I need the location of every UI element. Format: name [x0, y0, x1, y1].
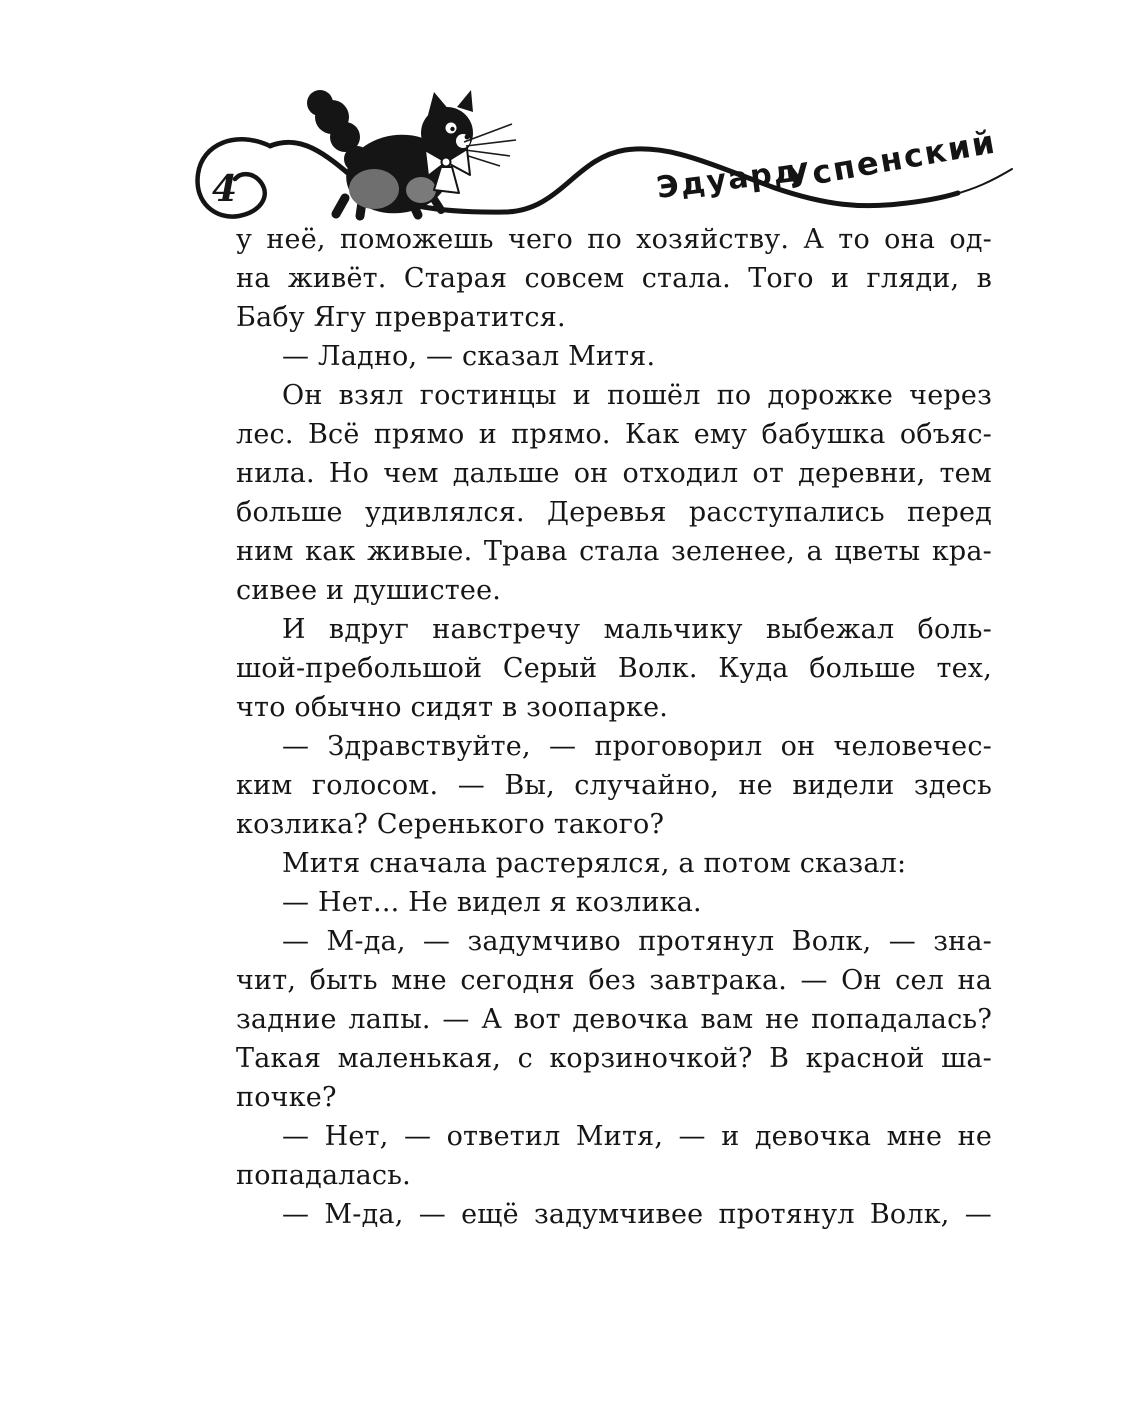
text-line: задние лапы. — А вот девочка вам не попадалась?: [236, 1004, 992, 1035]
paragraph: [236, 883, 992, 922]
paragraph: [236, 727, 992, 844]
paragraph: [236, 337, 992, 376]
text-line: ним как живые. Трава стала зеленее, а цветы кра-: [236, 536, 992, 567]
text-line: почке?: [236, 1082, 337, 1113]
text-line: Такая маленькая, с корзиночкой? В красной ша-: [236, 1043, 992, 1074]
text-line: попадалась.: [236, 1160, 411, 1191]
text-line: сивее и душистее.: [236, 575, 502, 606]
text-line: Бабу Ягу превратится.: [236, 302, 566, 333]
paragraph: [236, 1195, 992, 1234]
text-line: — М-да, — ещё задумчивее протянул Волк, —: [282, 1199, 992, 1230]
author-last-name: Успенский: [782, 122, 1000, 197]
text-body: [236, 220, 992, 1234]
text-line: — Нет, — ответил Митя, — и девочка мне не: [282, 1121, 992, 1152]
text-line: у неё, поможешь чего по хозяйству. А то она од-: [236, 224, 992, 255]
text-line: — Нет... Не видел я козлика.: [282, 887, 702, 918]
text-line: на живёт. Старая совсем стала. Того и гляди, в: [236, 263, 992, 294]
author-first-name: Эдуард: [654, 153, 802, 206]
text-line: — Здравствуйте, — проговорил он человечес-: [282, 731, 992, 762]
paragraph: [236, 376, 992, 610]
text-line: ким голосом. — Вы, случайно, не видели здесь: [236, 770, 992, 801]
text-line: козлика? Серенького такого?: [236, 809, 665, 840]
paragraph: [236, 844, 992, 883]
text-line: — М-да, — задумчиво протянул Волк, — зна-: [282, 926, 992, 957]
flourish-line-tip-icon: [952, 169, 1012, 195]
text-line: лес. Всё прямо и прямо. Как ему бабушка объяс-: [236, 419, 992, 450]
text-line: больше удивлялся. Деревья расступались перед: [236, 497, 992, 528]
header-decoration: [0, 0, 1123, 235]
paragraph: [236, 610, 992, 727]
text-line: чит, быть мне сегодня без завтрака. — Он сел на: [236, 965, 992, 996]
text-line: шой-пребольшой Серый Волк. Куда больше тех,: [236, 653, 992, 684]
text-line: Он взял гостинцы и пошёл по дорожке через: [282, 380, 992, 411]
text-line: что обычно сидят в зоопарке.: [236, 692, 669, 723]
text-line: Митя сначала растерялся, а потом сказал:: [282, 848, 907, 879]
paragraph: [236, 220, 992, 337]
paragraph: [236, 1117, 992, 1195]
text-line: — Ладно, — сказал Митя.: [282, 341, 656, 372]
text-line: нила. Но чем дальше он отходил от деревни, тем: [236, 458, 992, 489]
cat-icon: [307, 90, 516, 220]
text-line: И вдруг навстречу мальчику выбежал боль-: [282, 614, 992, 645]
page-number: 4: [212, 168, 238, 210]
paragraph: [236, 922, 992, 1117]
